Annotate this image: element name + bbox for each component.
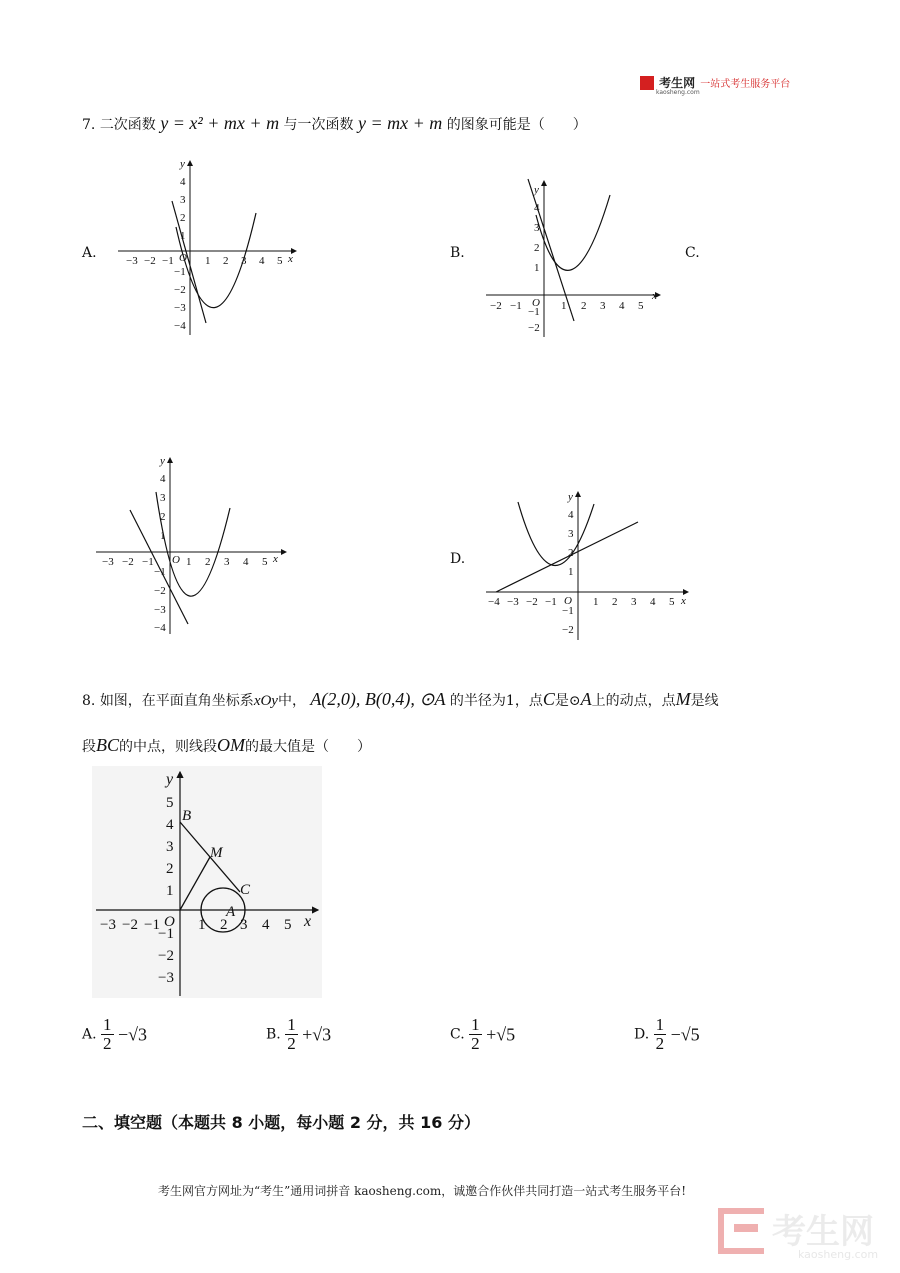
graph-c-xtick: −1 <box>142 556 154 568</box>
graph-a-xtick: −3 <box>126 255 138 267</box>
q8-stem-line2 <box>82 736 371 756</box>
q8-choice-b-fraction <box>285 1016 298 1053</box>
q8-point-m: M <box>675 689 691 709</box>
graph-c-xtick: 1 <box>186 556 192 568</box>
q7-number: 7. <box>82 117 96 133</box>
q8-choice-b <box>266 1016 331 1053</box>
q8-ytick: 4 <box>166 817 174 833</box>
q8-label-x: x <box>304 913 312 930</box>
graph-a-xtick: 4 <box>259 255 265 267</box>
q8-label-c: C <box>240 882 251 898</box>
q8-point-a: A <box>580 689 592 709</box>
graph-c-ytick: 4 <box>160 473 166 485</box>
graph-c-xlabel: x <box>273 553 278 565</box>
graph-b-xlabel: x <box>652 290 657 302</box>
graph-d-xtick: 2 <box>612 596 618 608</box>
q8-label-o: O <box>164 914 175 930</box>
graph-a-xtick: 2 <box>223 255 229 267</box>
q8-text5: 是⊙ <box>554 693 581 709</box>
fraction-denominator: 2 <box>471 1034 480 1053</box>
graph-a-ytick: 4 <box>180 176 186 188</box>
fraction-numerator: 1 <box>471 1015 480 1034</box>
fraction-numerator: 1 <box>287 1015 296 1034</box>
q8-seg-bc: BC <box>96 735 120 755</box>
graph-b-xtick: 1 <box>561 300 567 312</box>
q8-choice-c-fraction <box>469 1016 482 1053</box>
graph-b <box>480 175 670 340</box>
header-logo <box>640 72 790 96</box>
graph-c-origin: O <box>172 554 180 566</box>
graph-d-xtick: 1 <box>593 596 599 608</box>
graph-d-xlabel: x <box>681 595 686 607</box>
q8-xtick: 3 <box>240 917 248 933</box>
graph-a-ytick: −1 <box>174 266 186 278</box>
brand-slogan: 一站式考生服务平台 <box>700 79 791 90</box>
graph-b-ylabel: y <box>534 184 539 196</box>
q8-ytick: 5 <box>166 795 174 811</box>
q8-xtick: −1 <box>144 917 160 933</box>
graph-b-xtick: 4 <box>619 300 625 312</box>
graph-c-parabola <box>156 492 230 596</box>
graph-c-xtick: −3 <box>102 556 114 568</box>
graph-a-xtick: 3 <box>241 255 247 267</box>
graph-a-ytick: −4 <box>174 320 186 332</box>
graph-c-xtick: −2 <box>122 556 134 568</box>
graph-d-xtick: −2 <box>526 596 538 608</box>
graph-a-xtick: 1 <box>205 255 211 267</box>
graph-b-ytick: 2 <box>534 242 540 254</box>
q7-option-a-label: A. <box>82 245 97 261</box>
graph-c-ytick: 1 <box>160 530 166 542</box>
graph-d-ytick: 4 <box>568 509 574 521</box>
q7-quadratic: y = x² + mx + m <box>160 113 280 133</box>
graph-b-ytick: −1 <box>528 306 540 318</box>
graph-b-ytick: 4 <box>534 202 540 214</box>
q7-option-b-label: B. <box>450 245 465 261</box>
watermark-name: 考生网 <box>772 1212 874 1252</box>
graph-a-ylabel: y <box>180 158 185 170</box>
q7-lead: 二次函数 <box>99 117 156 133</box>
q8-line2-b: 的中点，则线段 <box>119 739 218 755</box>
q7-linear: y = mx + m <box>357 113 443 133</box>
graph-b-ytick: 1 <box>534 262 540 274</box>
q8-choice-c-rest: +√5 <box>486 1024 516 1045</box>
q8-choice-b-label: B. <box>266 1026 281 1043</box>
q8-ytick: −2 <box>158 948 174 964</box>
q8-number: 8. <box>82 693 96 709</box>
q8-choice-a-label: A. <box>82 1026 97 1043</box>
q7-tail: 的图象可能是（ ） <box>446 117 587 133</box>
q8-xtick: 4 <box>262 917 270 933</box>
q8-text3: 的半径为 <box>449 693 506 709</box>
q8-text7: 是线 <box>690 693 719 709</box>
fraction-numerator: 1 <box>655 1015 665 1034</box>
graph-d-xtick: 5 <box>669 596 675 608</box>
q8-xtick: −2 <box>122 917 138 933</box>
q8-text6: 上的动点，点 <box>591 693 676 709</box>
graph-b-xtick: −2 <box>490 300 502 312</box>
graph-d-line <box>496 522 638 592</box>
q8-choice-c <box>450 1016 515 1053</box>
q8-xoy: xOy <box>253 693 278 709</box>
graph-c-ylabel: y <box>160 455 165 467</box>
graph-d-parabola <box>518 502 594 566</box>
watermark-logo-icon-bar <box>734 1224 758 1232</box>
graph-a-xtick: −2 <box>144 255 156 267</box>
graph-d-ylabel: y <box>568 491 573 503</box>
graph-a-ytick: −3 <box>174 302 186 314</box>
q8-choice-c-label: C. <box>450 1026 465 1043</box>
q8-line2-c: 的最大值是（ ） <box>245 739 372 755</box>
q8-xtick: 5 <box>284 917 292 933</box>
q8-label-m: M <box>210 845 223 861</box>
graph-d-xtick: −1 <box>545 596 557 608</box>
graph-c-xtick: 4 <box>243 556 249 568</box>
graph-c-ytick: −2 <box>154 585 166 597</box>
q8-xtick: 1 <box>198 917 206 933</box>
q8-xtick: 2 <box>220 917 228 933</box>
graph-a <box>110 155 300 340</box>
footer-text: 考生网官方网址为“考生”通用词拼音 kaosheng.com，诚邀合作伙伴共同打造一站式考生服务平台! <box>158 1184 687 1198</box>
graph-d <box>482 488 692 643</box>
graph-a-ytick: −2 <box>174 284 186 296</box>
graph-c-ytick: −3 <box>154 604 166 616</box>
q8-points: A(2,0), B(0,4), ⊙A <box>310 689 446 709</box>
section-2-title: 二、填空题（本题共 8 小题，每小题 2 分，共 16 分） <box>82 1113 480 1132</box>
q8-choice-b-rest: +√3 <box>302 1024 332 1045</box>
graph-b-parabola <box>536 195 610 270</box>
q7-mid: 与一次函数 <box>283 117 354 133</box>
q8-choice-a-fraction <box>101 1016 114 1053</box>
q8-label-b: B <box>182 808 192 824</box>
graph-b-ytick: −2 <box>528 322 540 334</box>
graph-c-ytick: −1 <box>154 566 166 578</box>
q8-figure <box>92 766 322 998</box>
graph-a-xtick: −1 <box>162 255 174 267</box>
graph-c-ytick: 3 <box>160 492 166 504</box>
q8-line2-a: 段 <box>82 739 96 755</box>
graph-c-ytick: 2 <box>160 511 166 523</box>
graph-c-xtick: 2 <box>205 556 211 568</box>
graph-d-xtick: −3 <box>507 596 519 608</box>
graph-d-ytick: 1 <box>568 566 574 578</box>
q8-text4: ，点 <box>514 693 543 709</box>
q8-choice-d-label: D. <box>634 1026 650 1043</box>
q8-choice-d-rest: −√5 <box>670 1024 700 1045</box>
q8-text1: 如图，在平面直角坐标系 <box>99 693 254 709</box>
graph-c-xtick: 5 <box>262 556 268 568</box>
q8-ytick: 2 <box>166 861 174 877</box>
q8-ytick: 3 <box>166 839 174 855</box>
q7-stem <box>82 114 587 134</box>
graph-a-ytick: 1 <box>180 230 186 242</box>
q7-option-c-label: C. <box>685 245 700 261</box>
brand-url: kaosheng.com <box>656 89 700 96</box>
q8-text2: 中， <box>277 693 306 709</box>
q8-label-a: A <box>226 904 236 920</box>
q8-point-c: C <box>542 689 555 709</box>
q8-seg-om: OM <box>217 735 246 755</box>
q8-stem-line1 <box>82 690 719 710</box>
fraction-numerator: 1 <box>103 1015 112 1034</box>
graph-b-xtick: 3 <box>600 300 606 312</box>
graph-a-ytick: 2 <box>180 212 186 224</box>
graph-d-xtick: −4 <box>488 596 500 608</box>
graph-a-xtick: 5 <box>277 255 283 267</box>
q8-ytick: −3 <box>158 970 174 986</box>
graph-b-xtick: 5 <box>638 300 644 312</box>
brand-logo-icon <box>640 76 654 90</box>
q7-option-d-label: D. <box>450 551 466 567</box>
graph-c-ytick: −4 <box>154 622 166 634</box>
fraction-denominator: 2 <box>103 1034 112 1053</box>
graph-b-origin: O <box>532 297 540 309</box>
graph-c <box>92 452 292 637</box>
q8-choice-d <box>634 1016 700 1053</box>
watermark <box>718 1204 888 1264</box>
graph-d-ytick: −2 <box>562 624 574 636</box>
fraction-denominator: 2 <box>655 1034 665 1053</box>
graph-d-ytick: 3 <box>568 528 574 540</box>
graph-a-ytick: 3 <box>180 194 186 206</box>
graph-c-xtick: 3 <box>224 556 230 568</box>
graph-b-xtick: −1 <box>510 300 522 312</box>
q8-choice-a <box>82 1016 147 1053</box>
q8-ytick: 1 <box>166 883 174 899</box>
graph-d-ytick: 2 <box>568 547 574 559</box>
graph-b-ytick: 3 <box>534 222 540 234</box>
graph-d-xtick: 3 <box>631 596 637 608</box>
q8-choice-d-fraction <box>654 1016 667 1053</box>
graph-b-xtick: 2 <box>581 300 587 312</box>
brand-name: 考生网 <box>659 76 696 90</box>
fraction-denominator: 2 <box>287 1034 296 1053</box>
graph-d-origin: O <box>564 595 572 607</box>
q8-radius: 1 <box>505 693 515 709</box>
graph-d-ytick: −1 <box>562 605 574 617</box>
graph-d-xtick: 4 <box>650 596 656 608</box>
q8-choice-a-rest: −√3 <box>117 1024 147 1045</box>
q8-ytick: −1 <box>158 926 174 942</box>
q8-xtick: −3 <box>100 917 116 933</box>
q8-label-y: y <box>166 771 174 788</box>
graph-a-origin: O <box>179 252 187 264</box>
graph-a-xlabel: x <box>288 253 293 265</box>
watermark-url: kaosheng.com <box>798 1248 879 1261</box>
